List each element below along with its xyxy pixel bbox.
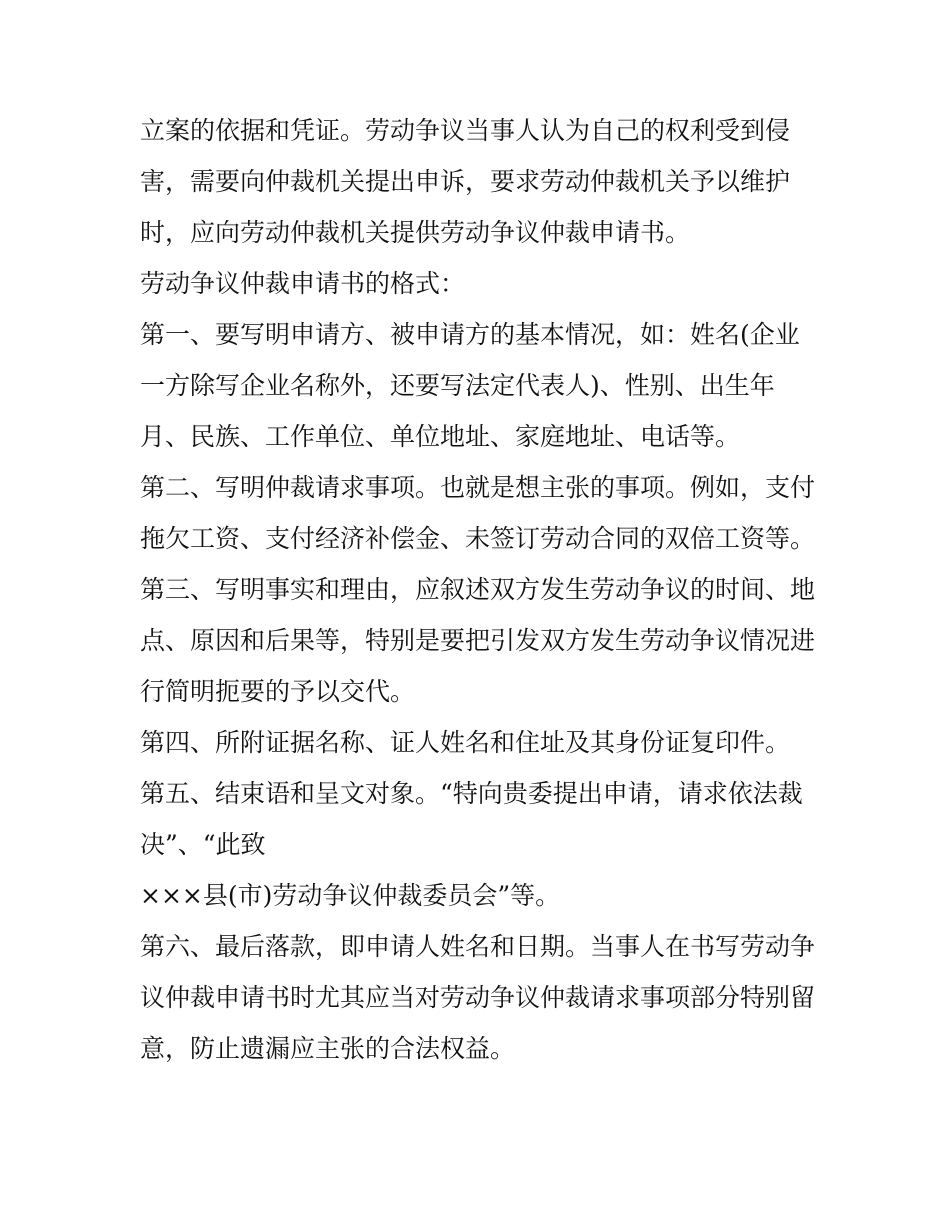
text-line: 第六、最后落款，即申请人姓名和日期。当事人在书写劳动争	[140, 932, 816, 961]
text-line: 害，需要向仲裁机关提出申诉，要求劳动仲裁机关予以维护	[140, 167, 791, 196]
text-line: 点、原因和后果等，特别是要把引发双方发生劳动争议情况进	[140, 626, 816, 655]
text-line: 拖欠工资、支付经济补偿金、未签订劳动合同的双倍工资等。	[140, 524, 816, 553]
text-line: 月、民族、工作单位、单位地址、家庭地址、电话等。	[140, 422, 741, 451]
text-line: 第一、要写明申请方、被申请方的基本情况，如：姓名(企业	[140, 320, 800, 349]
text-line: 行简明扼要的予以交代。	[140, 677, 416, 706]
text-line: 意，防止遗漏应主张的合法权益。	[140, 1034, 516, 1063]
text-line: 劳动争议仲裁申请书的格式：	[140, 269, 466, 298]
text-line: 一方除写企业名称外，还要写法定代表人)、性别、出生年	[140, 371, 775, 400]
text-line: 第五、结束语和呈文对象。“特向贵委提出申请，请求依法裁	[140, 779, 803, 808]
text-line: 时，应向劳动仲裁机关提供劳动争议仲裁申请书。	[140, 218, 691, 247]
body-text	[140, 105, 820, 1074]
text-line: ×××县(市)劳动争议仲裁委员会”等。	[140, 881, 561, 910]
text-line: 第二、写明仲裁请求事项。也就是想主张的事项。例如，支付	[140, 473, 816, 502]
text-line: 第四、所附证据名称、证人姓名和住址及其身份证复印件。	[140, 728, 791, 757]
text-line: 立案的依据和凭证。劳动争议当事人认为自己的权利受到侵	[140, 116, 791, 145]
text-line: 议仲裁申请书时尤其应当对劳动争议仲裁请求事项部分特别留	[140, 983, 816, 1012]
text-line: 决”、“此致	[140, 830, 266, 859]
text-line: 第三、写明事实和理由，应叙述双方发生劳动争议的时间、地	[140, 575, 816, 604]
